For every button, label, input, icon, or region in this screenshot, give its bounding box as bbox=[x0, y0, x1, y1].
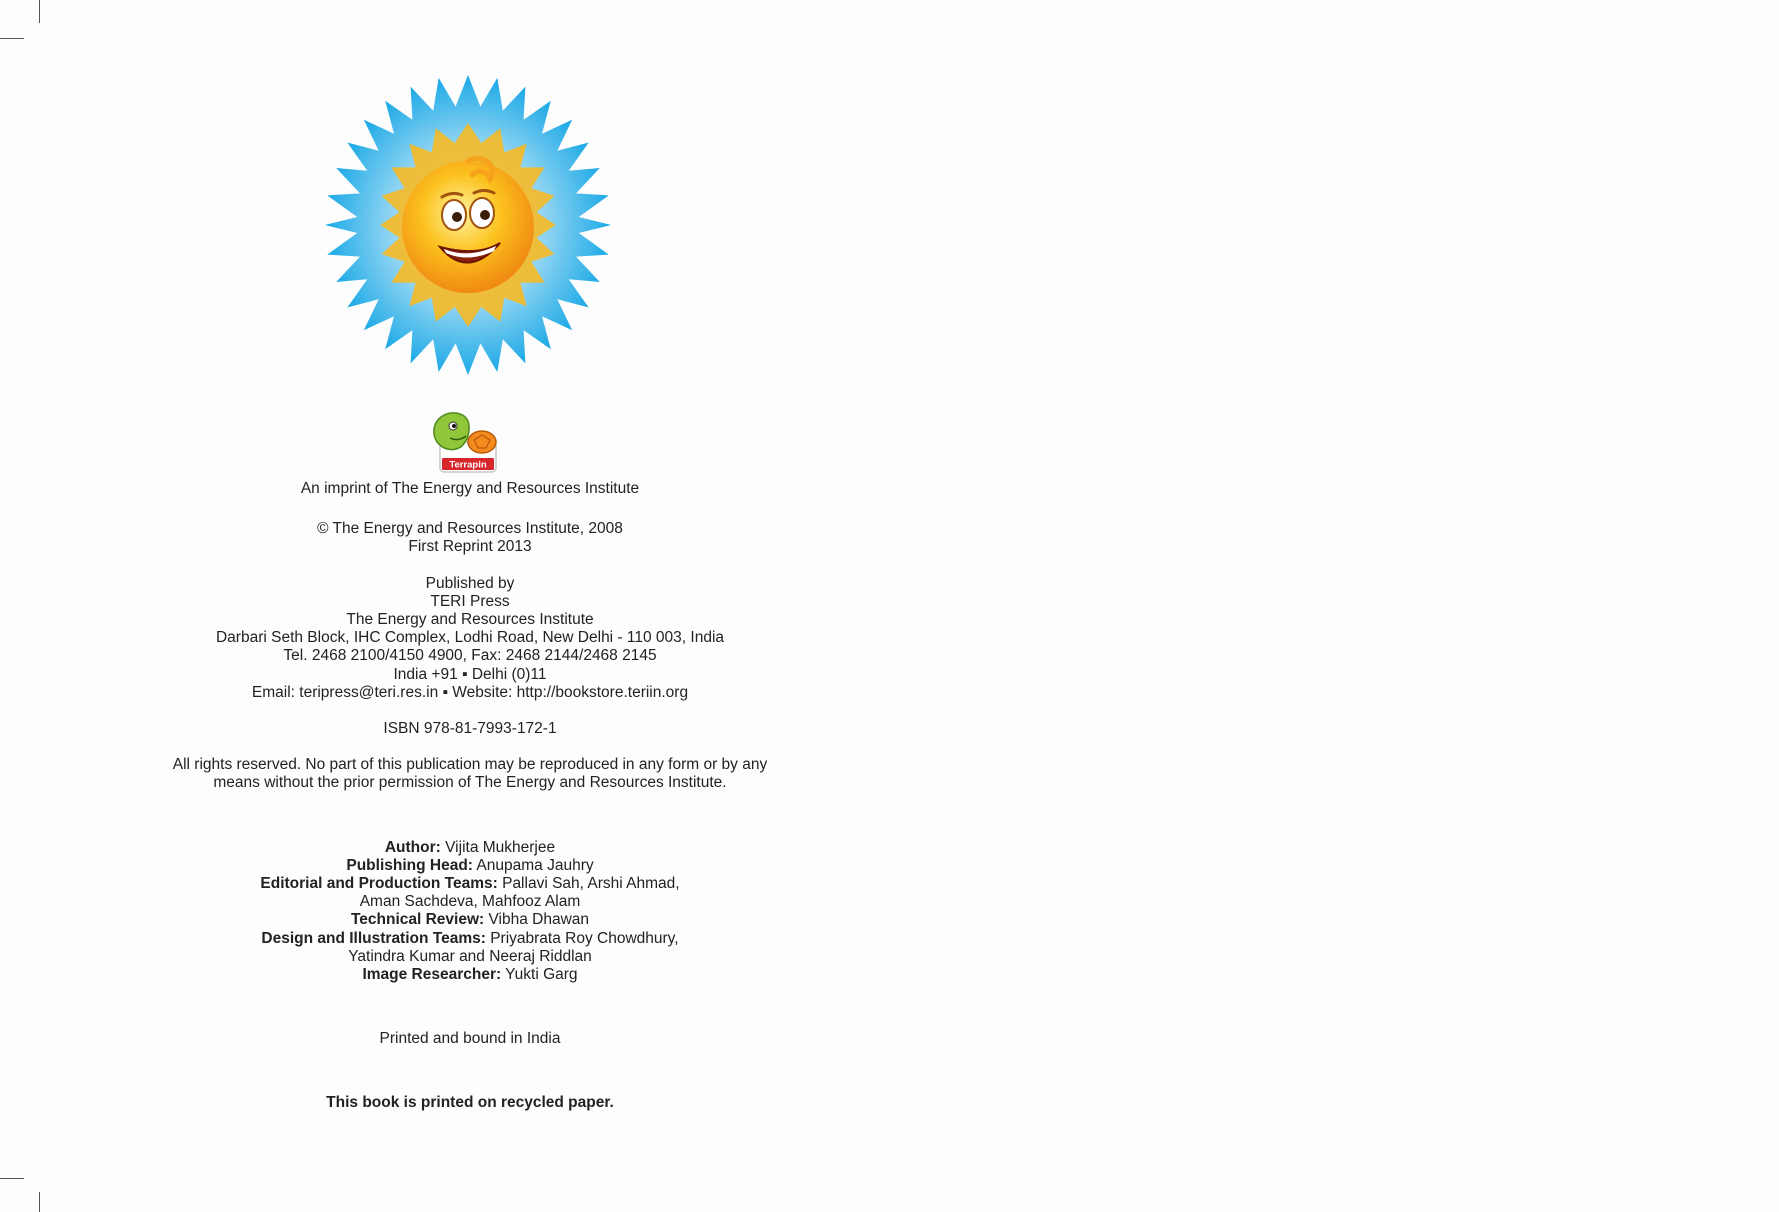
credit-technical-review bbox=[130, 911, 810, 929]
rights-line-2: means without the prior permission of The Energy and Resources Institute. bbox=[213, 774, 727, 792]
publisher-address: Darbari Seth Block, IHC Complex, Lodhi Road, New Delhi - 110 003, India bbox=[215, 629, 725, 647]
credit-value: Yatindra Kumar and Neeraj Riddlan bbox=[348, 947, 592, 965]
isbn-line: ISBN 978-81-7993-172-1 bbox=[383, 720, 557, 738]
credit-value: Priyabrata Roy Chowdhury, bbox=[485, 929, 679, 947]
crop-mark-bottom-vertical bbox=[39, 1192, 40, 1212]
credit-label: Image Researcher: bbox=[362, 966, 502, 984]
recycled-paper-note: This book is printed on recycled paper. bbox=[326, 1094, 614, 1112]
terrapin-logo bbox=[428, 408, 504, 476]
crop-mark-top-vertical bbox=[39, 0, 40, 23]
credit-design-cont bbox=[130, 948, 810, 966]
credit-editorial-cont bbox=[130, 893, 810, 911]
turtle-pupil-icon bbox=[452, 424, 456, 428]
imprint-line: An imprint of The Energy and Resources Institute bbox=[300, 480, 640, 497]
logo-brand-text: Terrapin bbox=[449, 459, 487, 471]
publisher-contact: Email: teripress@teri.res.in ▪ Website: http://bookstore.teriin.org bbox=[251, 683, 689, 701]
credit-label: Technical Review: bbox=[350, 911, 485, 929]
sun-face bbox=[402, 161, 534, 293]
sun-left-pupil bbox=[452, 212, 462, 222]
sun-right-pupil bbox=[480, 210, 490, 220]
credit-label: Author: bbox=[384, 838, 441, 856]
credit-value: Yukti Garg bbox=[501, 966, 578, 984]
credit-value: Vijita Mukherjee bbox=[440, 838, 556, 856]
turtle-head-icon bbox=[434, 413, 469, 450]
credit-value: Vibha Dhawan bbox=[484, 911, 590, 929]
credit-publishing-head bbox=[130, 857, 810, 875]
rights-line-1: All rights reserved. No part of this publication may be reproduced in any form or by any bbox=[172, 756, 768, 774]
published-by-line: Published by bbox=[425, 574, 515, 592]
credit-design bbox=[130, 930, 810, 948]
publisher-phone: Tel. 2468 2100/4150 4900, Fax: 2468 2144/2468 2145 bbox=[283, 647, 657, 665]
credit-value: Aman Sachdeva, Mahfooz Alam bbox=[359, 893, 581, 911]
reprint-line: First Reprint 2013 bbox=[408, 538, 532, 556]
copyright-line: © The Energy and Resources Institute, 2008 bbox=[317, 520, 623, 538]
credit-label: Editorial and Production Teams: bbox=[260, 875, 498, 893]
crop-mark-top-horizontal bbox=[0, 38, 24, 39]
credit-label: Publishing Head: bbox=[346, 856, 473, 874]
credit-editorial bbox=[130, 875, 810, 893]
imprint-page-text bbox=[130, 480, 810, 1113]
press-name: TERI Press bbox=[430, 592, 510, 610]
credit-value: Pallavi Sah, Arshi Ahmad, bbox=[497, 875, 680, 893]
institute-name: The Energy and Resources Institute bbox=[346, 611, 594, 629]
printed-line: Printed and bound in India bbox=[379, 1030, 561, 1048]
credit-author bbox=[130, 839, 810, 857]
credit-value: Anupama Jauhry bbox=[472, 856, 594, 874]
sun-illustration bbox=[318, 75, 618, 375]
dialing-codes: India +91 ▪ Delhi (0)11 bbox=[393, 665, 547, 683]
crop-mark-bottom-horizontal bbox=[0, 1178, 24, 1179]
credit-image-researcher bbox=[130, 966, 810, 984]
credit-label: Design and Illustration Teams: bbox=[261, 929, 486, 947]
